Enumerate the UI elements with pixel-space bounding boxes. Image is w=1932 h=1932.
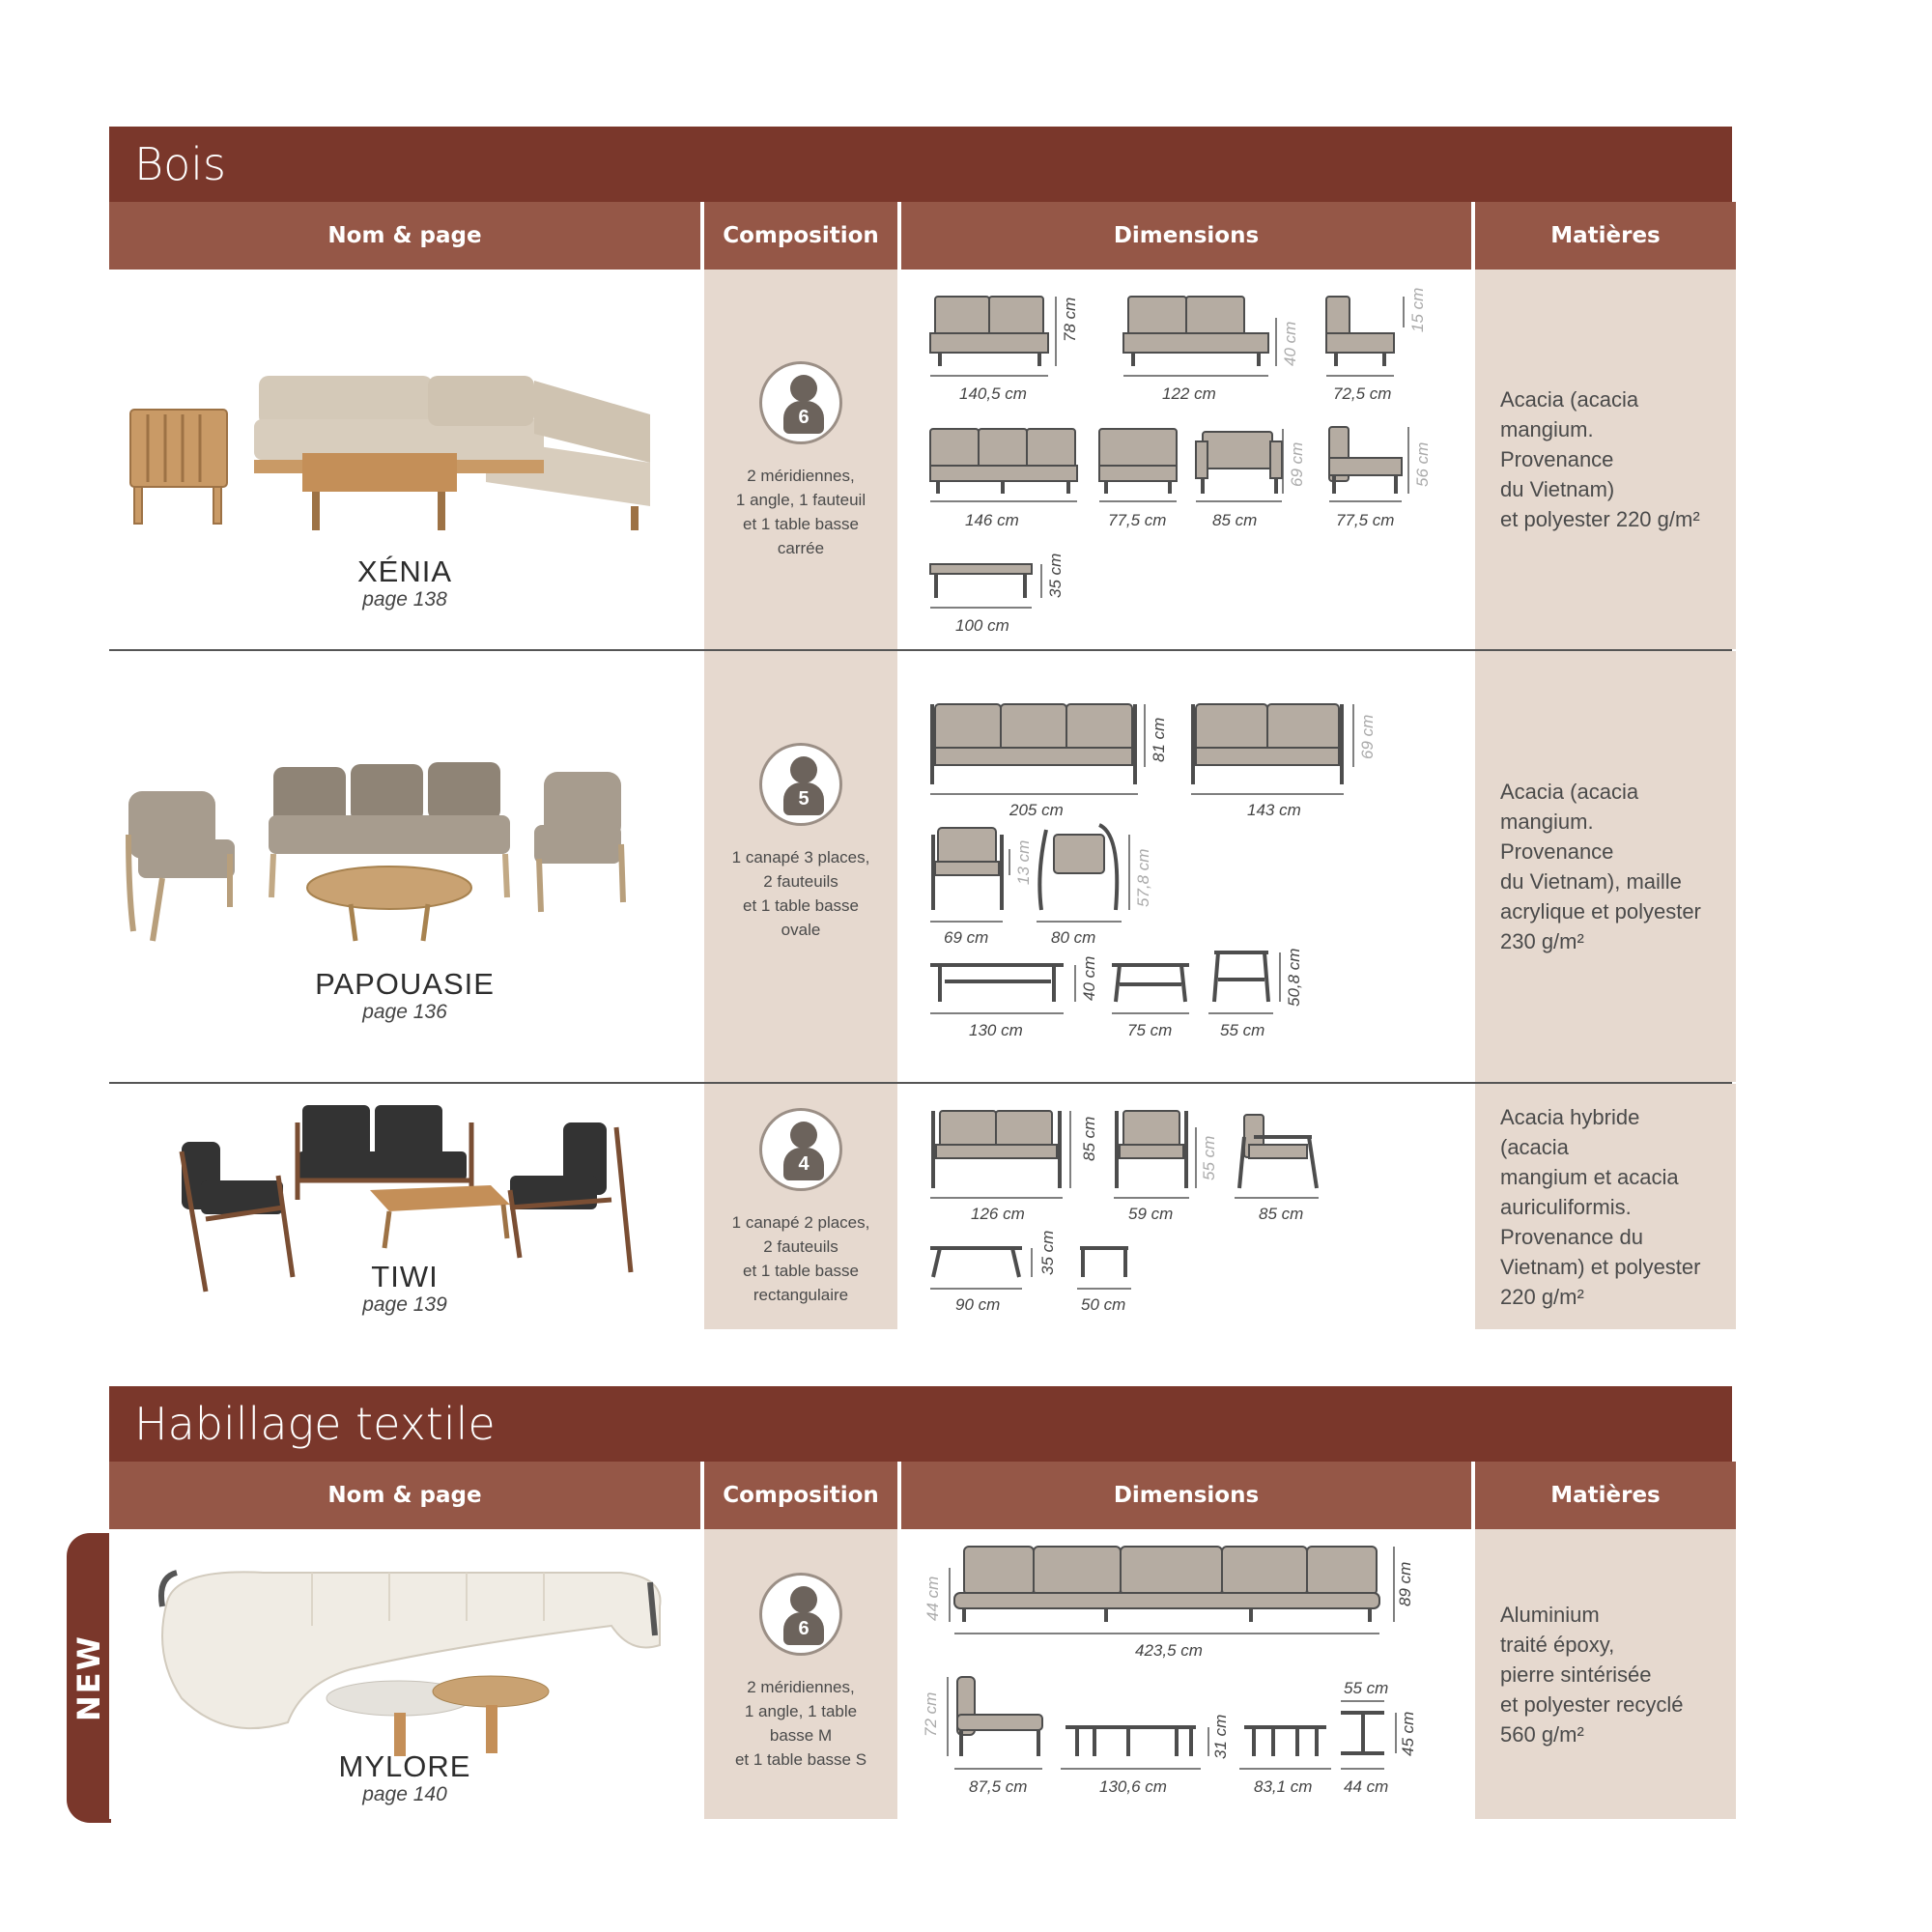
dim-label: 77,5 cm [1336, 511, 1395, 529]
composition-line: et 1 table basse S [734, 1750, 867, 1769]
materials-line: Acacia (acacia [1500, 387, 1639, 412]
materials-text [1500, 384, 1711, 534]
materials-line: et polyester recyclé [1500, 1691, 1684, 1717]
people-count: 6 [783, 1612, 824, 1645]
product-cell [109, 651, 700, 1082]
product-row-tiwi [109, 1084, 1732, 1329]
people-count: 6 [783, 401, 824, 434]
dim-label: 83,1 cm [1254, 1777, 1313, 1796]
materials-line: mangium et acacia [1500, 1164, 1679, 1189]
composition-line: et 1 table basse [742, 896, 860, 915]
dim-label: 56 cm [1413, 441, 1432, 487]
materials-text [1500, 1102, 1711, 1312]
composition-cell [704, 651, 897, 1082]
dim-label: 81 cm [1150, 717, 1168, 762]
dim-label: 40 cm [1281, 321, 1299, 366]
dim-label: 59 cm [1128, 1205, 1174, 1223]
product-name: TIWI [371, 1260, 439, 1293]
dimension-drawings-xenia [901, 270, 1471, 651]
dim-label: 122 cm [1162, 384, 1216, 403]
section-title: Bois [109, 127, 1732, 202]
dim-label: 143 cm [1247, 801, 1301, 819]
header-materials: Matières [1475, 1462, 1736, 1529]
dimension-drawings-mylore [901, 1529, 1471, 1819]
dim-label: 80 cm [1051, 928, 1096, 947]
dim-label: 77,5 cm [1108, 511, 1167, 529]
composition-line: et 1 table basse [742, 515, 860, 533]
dim-label: 126 cm [971, 1205, 1025, 1223]
materials-line: pierre sintérisée [1500, 1662, 1652, 1687]
dim-label: 140,5 cm [959, 384, 1027, 403]
header-composition: Composition [704, 1462, 897, 1529]
composition-cell [704, 1529, 897, 1819]
materials-line: traité époxy, [1500, 1632, 1615, 1657]
dim-label: 15 cm [1408, 287, 1427, 332]
composition-text [726, 464, 875, 560]
dim-label: 85 cm [1080, 1116, 1098, 1161]
dim-label: 55 cm [1200, 1135, 1218, 1180]
product-cell [109, 1529, 700, 1819]
product-page: page 139 [362, 1293, 447, 1316]
table-header [109, 1462, 1732, 1529]
people-count: 5 [783, 782, 824, 815]
dim-label: 40 cm [1080, 955, 1098, 1001]
dim-label: 146 cm [965, 511, 1019, 529]
dim-label: 75 cm [1127, 1021, 1173, 1039]
composition-cell [704, 270, 897, 649]
dim-label: 35 cm [1046, 553, 1065, 598]
composition-line: et 1 table basse [742, 1262, 860, 1280]
dim-label: 13 cm [1014, 839, 1033, 885]
materials-line: mangium. Provenance [1500, 417, 1614, 471]
materials-cell [1475, 1529, 1736, 1819]
section-bois [109, 127, 1732, 1329]
materials-line: 560 g/m² [1500, 1721, 1584, 1747]
materials-line: 220 g/m² [1500, 1284, 1584, 1309]
product-page: page 136 [362, 1001, 447, 1023]
dim-label: 89 cm [1396, 1561, 1414, 1606]
dimensions-cell [901, 1084, 1471, 1329]
composition-text [723, 1210, 880, 1307]
product-name: PAPOUASIE [315, 967, 495, 1001]
composition-text [725, 1675, 876, 1772]
dim-label: 44 cm [923, 1576, 942, 1621]
dim-label: 44 cm [1344, 1777, 1389, 1796]
materials-line: et polyester 220 g/m² [1500, 507, 1700, 531]
materials-text [1500, 777, 1711, 956]
dim-label: 87,5 cm [969, 1777, 1028, 1796]
materials-line: du Vietnam), maille [1500, 869, 1682, 894]
product-row-xenia [109, 270, 1732, 651]
product-name: MYLORE [338, 1749, 471, 1783]
materials-line: Provenance du [1500, 1224, 1643, 1249]
section-title: Habillage textile [109, 1386, 1732, 1462]
composition-line: 2 méridiennes, [747, 467, 855, 485]
dimensions-cell [901, 270, 1471, 649]
dimension-drawings-papouasie [901, 651, 1471, 1084]
dim-label: 35 cm [1038, 1230, 1057, 1275]
people-count: 4 [783, 1148, 824, 1180]
composition-line: 2 fauteuils [763, 872, 838, 891]
header-composition: Composition [704, 202, 897, 270]
composition-line: basse M [769, 1726, 833, 1745]
product-cell [109, 270, 700, 649]
product-name: XÉNIA [356, 554, 453, 588]
product-page: page 140 [362, 1783, 447, 1805]
composition-line: rectangulaire [753, 1286, 849, 1304]
dim-label: 55 cm [1344, 1679, 1389, 1697]
product-row-mylore [109, 1529, 1732, 1819]
materials-line: Aluminium [1500, 1602, 1600, 1627]
header-dimensions: Dimensions [901, 1462, 1471, 1529]
composition-line: 1 angle, 1 table [744, 1702, 858, 1720]
header-dimensions: Dimensions [901, 202, 1471, 270]
dimensions-cell [901, 1529, 1471, 1819]
product-cell [109, 1084, 700, 1329]
dim-label: 57,8 cm [1134, 848, 1152, 907]
materials-line: auriculiformis. [1500, 1194, 1632, 1219]
materials-line: Vietnam) et polyester [1500, 1254, 1701, 1279]
dim-label: 72,5 cm [1333, 384, 1392, 403]
header-name: Nom & page [109, 1462, 700, 1529]
composition-text [723, 845, 880, 942]
people-icon [759, 361, 842, 444]
dim-label: 423,5 cm [1135, 1641, 1203, 1660]
dim-label: 100 cm [955, 616, 1009, 635]
materials-cell [1475, 1084, 1736, 1329]
people-icon [759, 1108, 842, 1191]
dim-label: 85 cm [1212, 511, 1258, 529]
dim-label: 45 cm [1399, 1711, 1417, 1756]
materials-line: acrylique et polyester [1500, 899, 1701, 923]
composition-cell [704, 1084, 897, 1329]
new-label: NEW [71, 1634, 107, 1721]
dim-label: 205 cm [1009, 801, 1064, 819]
composition-line: 2 méridiennes, [747, 1678, 855, 1696]
composition-line: ovale [781, 921, 821, 939]
dim-label: 31 cm [1211, 1714, 1230, 1759]
materials-line: Acacia hybride (acacia [1500, 1104, 1640, 1159]
materials-cell [1475, 270, 1736, 649]
header-name: Nom & page [109, 202, 700, 270]
dim-label: 55 cm [1220, 1021, 1265, 1039]
dim-label: 85 cm [1259, 1205, 1304, 1223]
materials-line: mangium. Provenance [1500, 810, 1614, 864]
people-icon [759, 1573, 842, 1656]
dimension-drawings-tiwi [901, 1084, 1471, 1329]
people-icon [759, 743, 842, 826]
dim-label: 50,8 cm [1285, 948, 1303, 1007]
materials-text [1500, 1600, 1684, 1749]
table-header [109, 202, 1732, 270]
composition-line: 1 angle, 1 fauteuil [735, 491, 867, 509]
composition-line: carrée [777, 539, 825, 557]
header-materials: Matières [1475, 202, 1736, 270]
dim-label: 69 cm [944, 928, 989, 947]
materials-cell [1475, 651, 1736, 1082]
product-page: page 138 [362, 588, 447, 611]
dim-label: 130 cm [969, 1021, 1023, 1039]
composition-line: 1 canapé 2 places, [731, 1213, 870, 1232]
dim-label: 72 cm [922, 1691, 940, 1737]
dim-label: 130,6 cm [1099, 1777, 1167, 1796]
dim-label: 69 cm [1358, 714, 1377, 759]
composition-line: 1 canapé 3 places, [731, 848, 870, 867]
dim-label: 90 cm [955, 1295, 1001, 1314]
dim-label: 50 cm [1081, 1295, 1126, 1314]
materials-line: 230 g/m² [1500, 929, 1584, 953]
dim-label: 78 cm [1061, 297, 1079, 342]
product-row-papouasie [109, 651, 1732, 1084]
materials-line: du Vietnam) [1500, 477, 1615, 501]
section-habillage-textile [109, 1386, 1732, 1819]
dim-label: 69 cm [1288, 441, 1306, 487]
dimensions-cell [901, 651, 1471, 1082]
new-badge [67, 1533, 111, 1823]
composition-line: 2 fauteuils [763, 1237, 838, 1256]
materials-line: Acacia (acacia [1500, 780, 1639, 804]
